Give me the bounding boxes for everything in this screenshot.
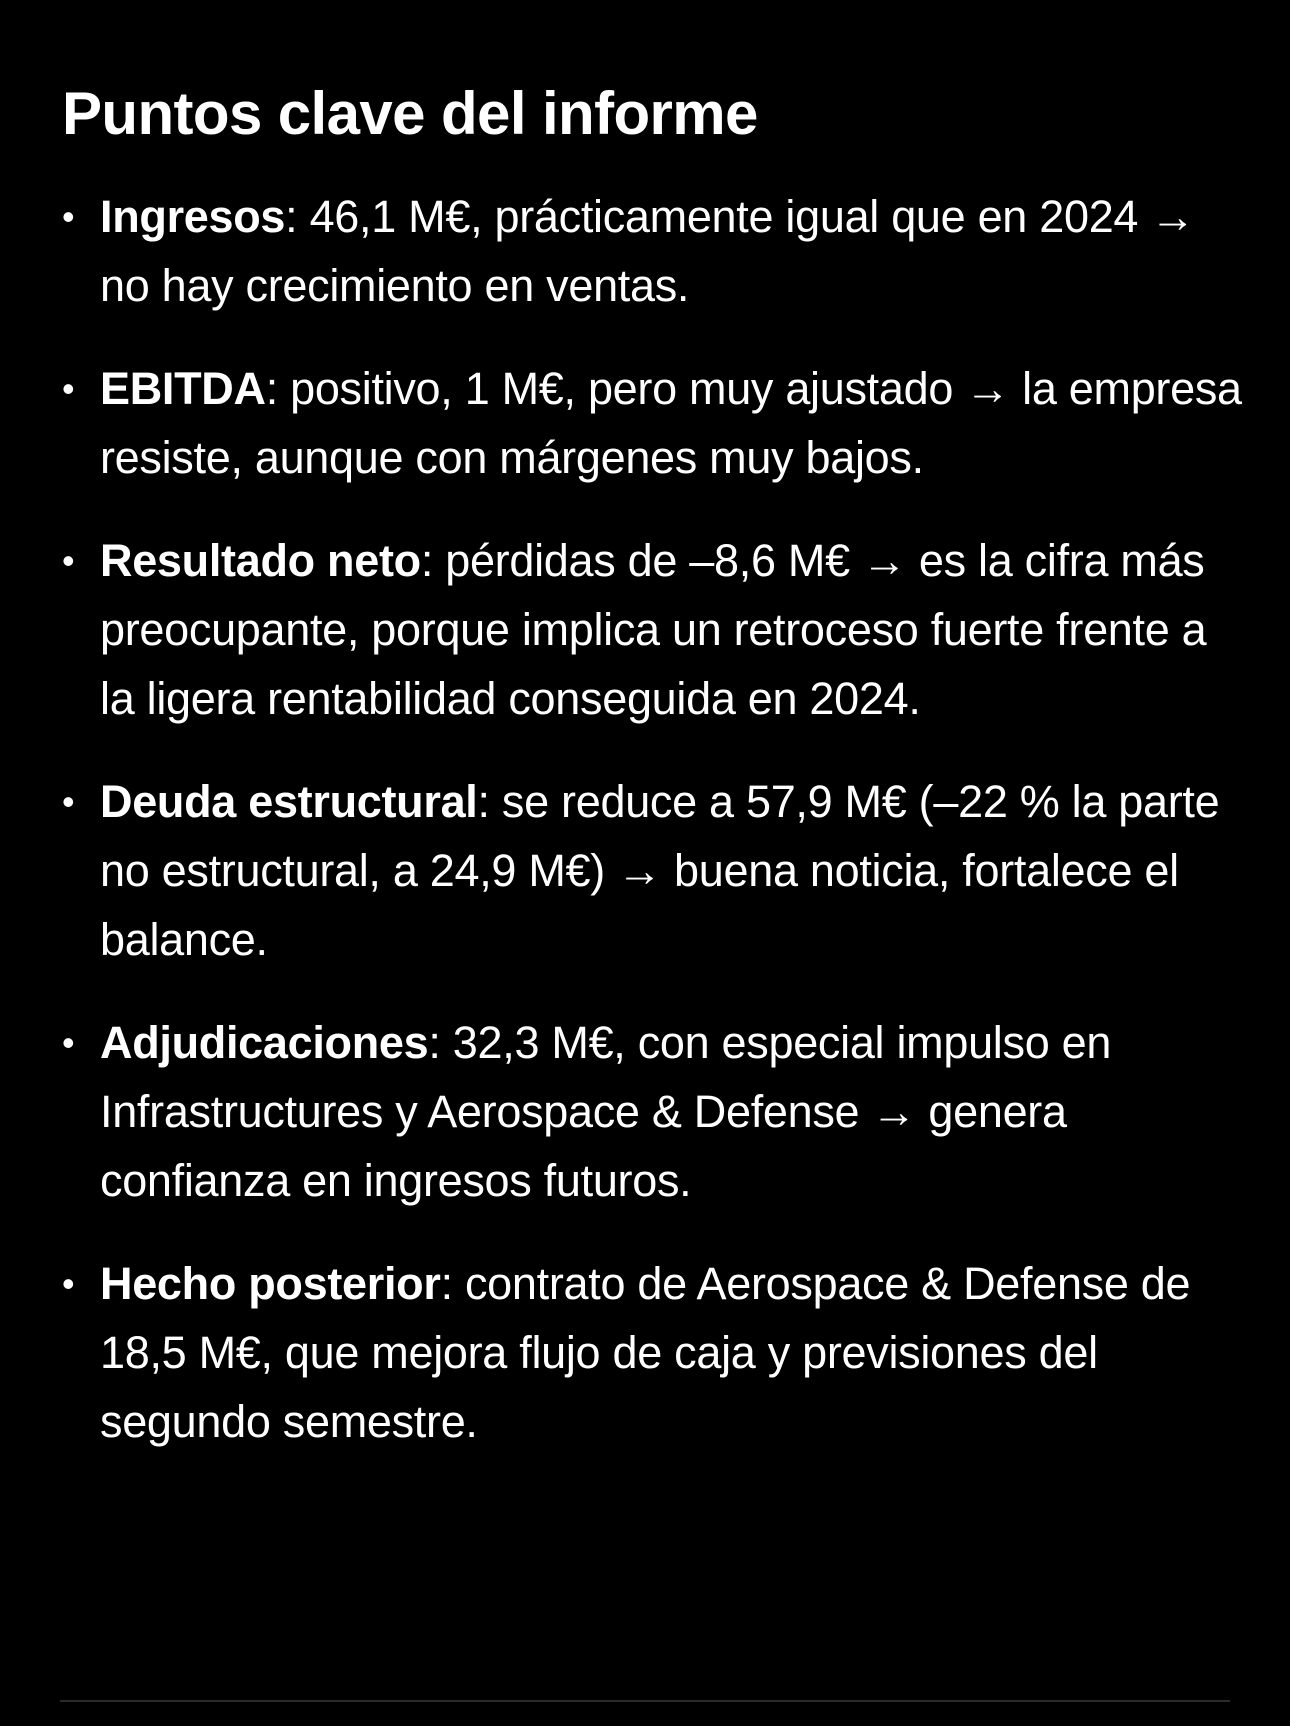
key-points-list: [62, 182, 1242, 1456]
point-separator: :: [420, 535, 434, 586]
point-separator: :: [428, 1017, 441, 1068]
point-label: Deuda estructural: [100, 776, 478, 827]
bullet-icon: •: [62, 781, 75, 822]
list-item-ingresos: [62, 182, 1242, 320]
point-separator: :: [265, 363, 278, 414]
list-item-deuda-estructural: [62, 767, 1242, 974]
point-text: se reduce a 57,9 M€ (–22 % la parte no estructural, a 24,9 M€) → buena noticia, fortalece el balance.: [100, 776, 1220, 965]
point-label: Adjudicaciones: [100, 1017, 429, 1068]
list-item-ebitda: [62, 354, 1242, 492]
list-item-resultado-neto: [62, 526, 1242, 733]
page-title: Puntos clave del informe: [62, 80, 758, 147]
bullet-icon: •: [62, 540, 75, 581]
list-item-adjudicaciones: [62, 1008, 1242, 1215]
point-label: Ingresos: [100, 191, 286, 242]
list-item-hecho-posterior: [62, 1249, 1242, 1456]
bullet-icon: •: [62, 1263, 75, 1304]
point-label: EBITDA: [100, 363, 266, 414]
bottom-divider: [60, 1700, 1230, 1702]
point-separator: :: [440, 1258, 453, 1309]
point-text: pérdidas de –8,6 M€ → es la cifra más preocupante, porque implica un retroceso fuerte frente a la ligera rentabilidad conseguida en 2024.: [100, 535, 1207, 724]
report-summary: [62, 72, 1242, 1490]
point-separator: :: [285, 191, 298, 242]
bullet-icon: •: [62, 196, 75, 237]
point-text: contrato de Aerospace & Defense de 18,5 M€, que mejora flujo de caja y previsiones del segundo semestre.: [100, 1258, 1191, 1447]
point-text: 32,3 M€, con especial impulso en Infrastructures y Aerospace & Defense → genera confianza en ingresos futuros.: [100, 1017, 1112, 1206]
point-label: Hecho posterior: [100, 1258, 441, 1309]
point-label: Resultado neto: [100, 535, 421, 586]
bullet-icon: •: [62, 1022, 75, 1063]
point-text: 46,1 M€, prácticamente igual que en 2024 → no hay crecimiento en ventas.: [100, 191, 1196, 311]
point-separator: :: [477, 776, 490, 827]
bullet-icon: •: [62, 368, 75, 409]
point-text: positivo, 1 M€, pero muy ajustado → la empresa resiste, aunque con márgenes muy bajos.: [100, 363, 1242, 483]
